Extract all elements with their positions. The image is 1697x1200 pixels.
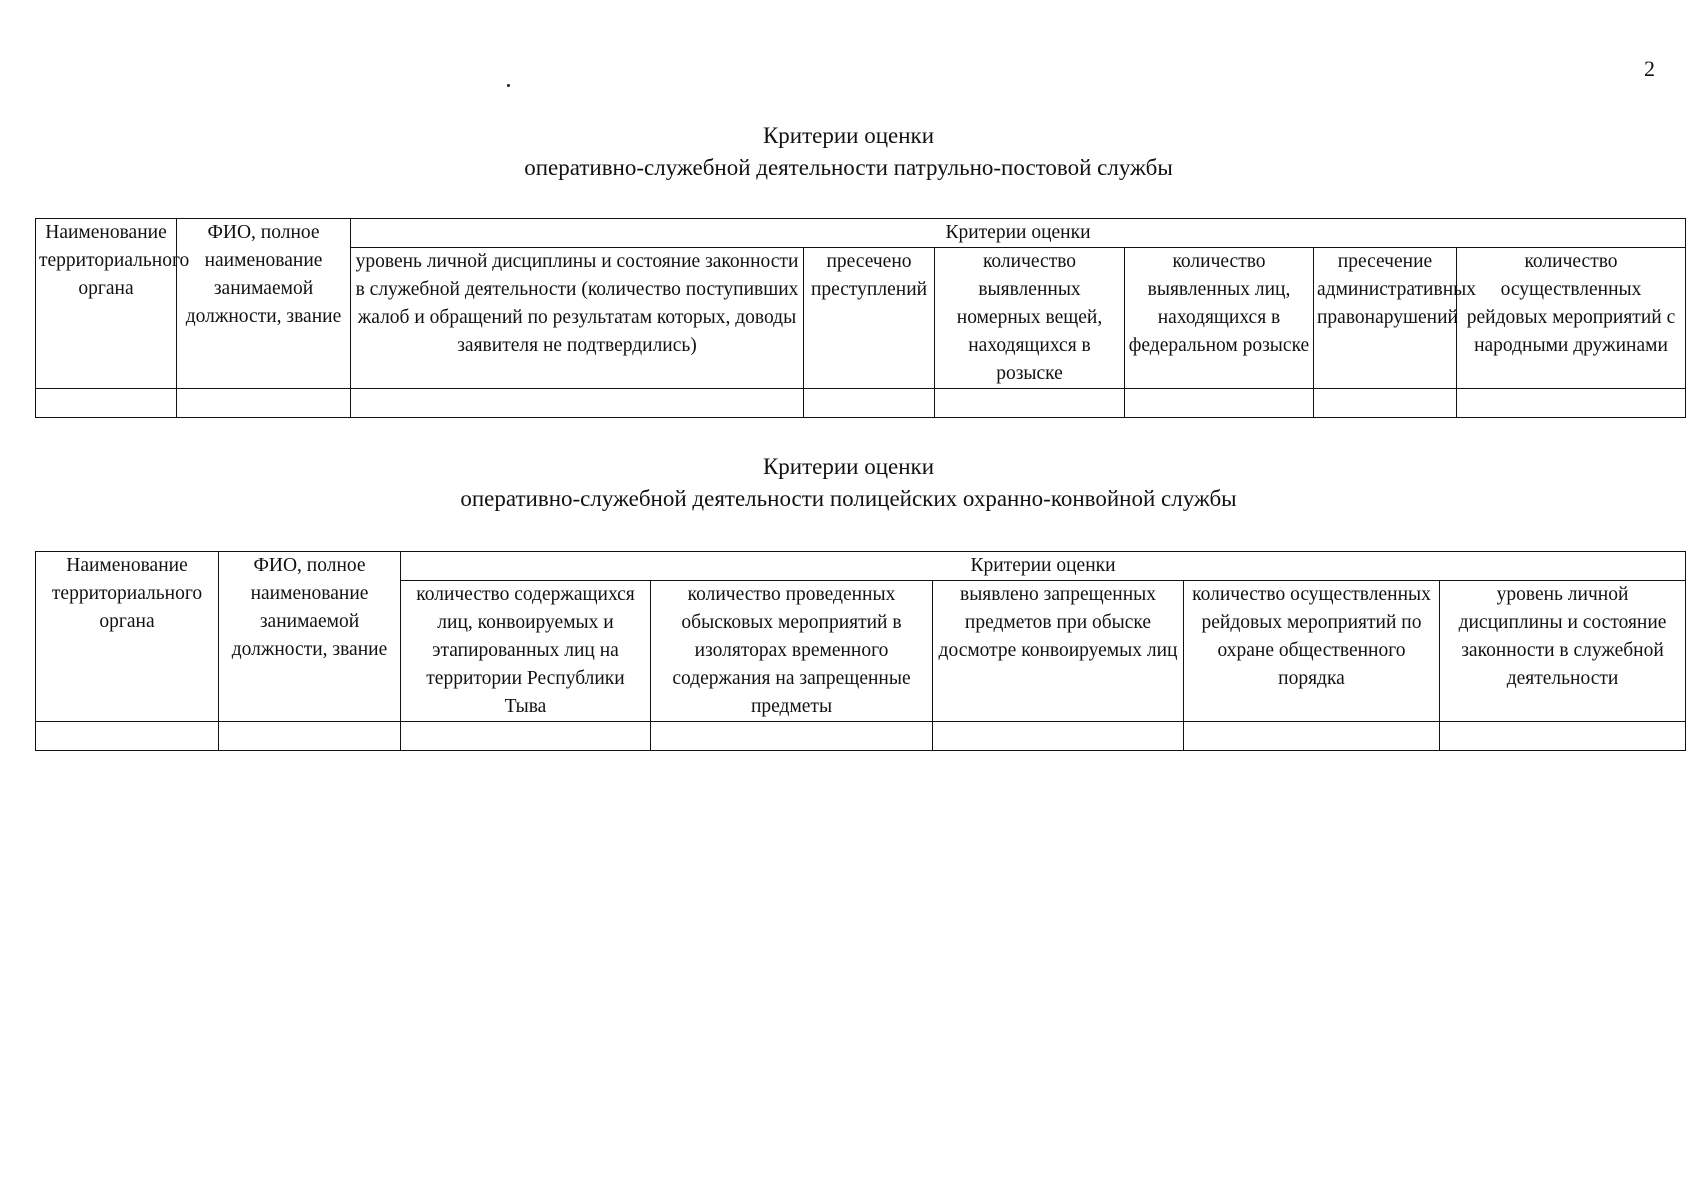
table-cell — [804, 389, 935, 418]
stray-dot — [507, 84, 510, 87]
header-territorial-body: Наименование территориального органа — [36, 552, 219, 722]
section2-title — [0, 451, 1697, 515]
header-criteria-group: Критерии оценки — [351, 219, 1686, 248]
header-detained-persons: количество содержащихся лиц, конвоируемых и этапированных лиц на территории Республики Тыва — [401, 581, 651, 722]
header-search-measures: количество проведенных обысковых мероприятий в изоляторах временного содержания на запрещенные предметы — [651, 581, 933, 722]
table-cell — [1125, 389, 1314, 418]
table-cell — [351, 389, 804, 418]
table-cell — [1184, 722, 1440, 751]
table-cell — [651, 722, 933, 751]
table-row — [36, 389, 1686, 418]
table-cell — [36, 722, 219, 751]
table-cell — [1457, 389, 1686, 418]
table-cell — [1440, 722, 1686, 751]
header-wanted-items: количество выявленных номерных вещей, находящихся в розыске — [935, 248, 1125, 389]
header-prohibited-items: выявлено запрещенных предметов при обыске досмотре конвоируемых лиц — [933, 581, 1184, 722]
header-discipline-legality: уровень личной дисциплины и состояние законности в служебной деятельности — [1440, 581, 1686, 722]
section1-title-line1: Критерии оценки — [762, 123, 935, 148]
page-number: 2 — [1644, 56, 1655, 81]
table-cell — [177, 389, 351, 418]
table-cell — [933, 722, 1184, 751]
table-cell — [219, 722, 401, 751]
convoy-criteria-table — [35, 551, 1686, 751]
table-cell — [36, 389, 177, 418]
table-header-row — [36, 219, 1686, 248]
header-wanted-persons: количество выявленных лиц, находящихся в федеральном розыске — [1125, 248, 1314, 389]
header-crimes-suppressed: пресечено преступлений — [804, 248, 935, 389]
header-full-name-position: ФИО, полное наименование занимаемой должности, звание — [219, 552, 401, 722]
header-territorial-body: Наименование территориального органа — [36, 219, 177, 389]
table-header-row — [36, 552, 1686, 581]
table-row — [36, 722, 1686, 751]
section2-title-line1: Критерии оценки — [762, 454, 935, 479]
header-discipline-legality: уровень личной дисциплины и состояние законности в служебной деятельности (количество поступивших жалоб и обращений по результатам которых, доводы заявителя не подтвердились) — [351, 248, 804, 389]
header-raids-with-volunteers: количество осуществленных рейдовых мероприятий с народными дружинами — [1457, 248, 1686, 389]
patrol-criteria-table — [35, 218, 1686, 418]
header-public-order-raids: количество осуществленных рейдовых мероприятий по охране общественного порядка — [1184, 581, 1440, 722]
table-cell — [935, 389, 1125, 418]
section1-title-line2: оперативно-служебной деятельности патрульно-постовой службы — [524, 155, 1173, 180]
section2-title-line2: оперативно-служебной деятельности полицейских охранно-конвойной службы — [460, 486, 1237, 511]
header-admin-offenses: пресечение административных правонарушений — [1314, 248, 1457, 389]
section1-title — [0, 120, 1697, 184]
header-criteria-group: Критерии оценки — [401, 552, 1686, 581]
table-cell — [1314, 389, 1457, 418]
header-full-name-position: ФИО, полное наименование занимаемой должности, звание — [177, 219, 351, 389]
table-cell — [401, 722, 651, 751]
